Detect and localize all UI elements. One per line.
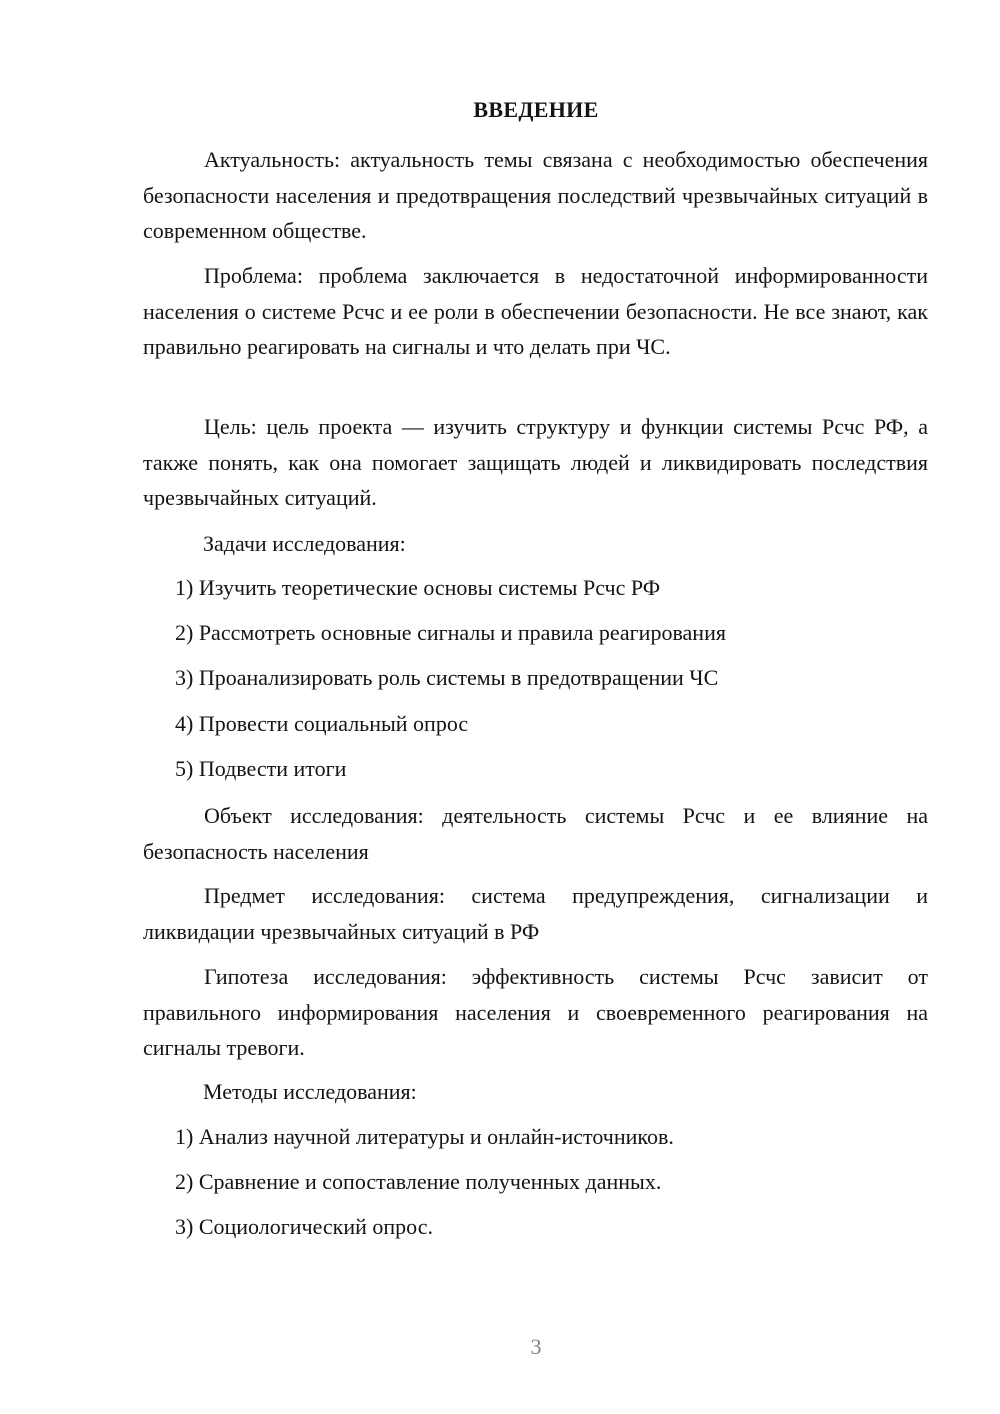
method-item: 3) Социологический опрос. [175, 1214, 433, 1239]
paragraph-hypothesis: Гипотеза исследования: эффективность системы Рсчс зависит от правильного информирования населения и своевременного реагирования на сигналы тревоги. [143, 964, 928, 1060]
task-item: 2) Рассмотреть основные сигналы и правила реагирования [175, 620, 726, 645]
methods-heading: Методы исследования: [203, 1079, 417, 1104]
paragraph-relevance: Актуальность: актуальность темы связана с необходимостью обеспечения безопасности населения и предотвращения последствий чрезвычайных ситуаций в современном обществе. [143, 147, 928, 243]
tasks-heading: Задачи исследования: [203, 531, 406, 556]
task-item: 1) Изучить теоретические основы системы Рсчс РФ [175, 575, 661, 600]
task-item: 4) Провести социальный опрос [175, 711, 469, 736]
page-number: 3 [530, 1334, 542, 1359]
task-item: 5) Подвести итоги [175, 756, 347, 781]
paragraph-problem: Проблема: проблема заключается в недостаточной информированности населения о системе Рсчс и ее роли в обеспечении безопасности. Не все знают, как правильно реагировать на сигналы и что делать при ЧС. [143, 263, 928, 359]
paragraph-goal: Цель: цель проекта — изучить структуру и функции системы Рсчс РФ, а также понять, как она помогает защищать людей и ликвидировать последствия чрезвычайных ситуаций. [143, 414, 928, 510]
paragraph-object: Объект исследования: деятельность системы Рсчс и ее влияние на безопасность населения [143, 803, 928, 864]
task-item: 3) Проанализировать роль системы в предотвращении ЧС [175, 665, 719, 690]
page-title: ВВЕДЕНИЕ [473, 97, 599, 122]
paragraph-subject: Предмет исследования: система предупреждения, сигнализации и ликвидации чрезвычайных ситуаций в РФ [143, 883, 928, 944]
method-item: 2) Сравнение и сопоставление полученных данных. [175, 1169, 662, 1194]
method-item: 1) Анализ научной литературы и онлайн-источников. [175, 1124, 674, 1149]
